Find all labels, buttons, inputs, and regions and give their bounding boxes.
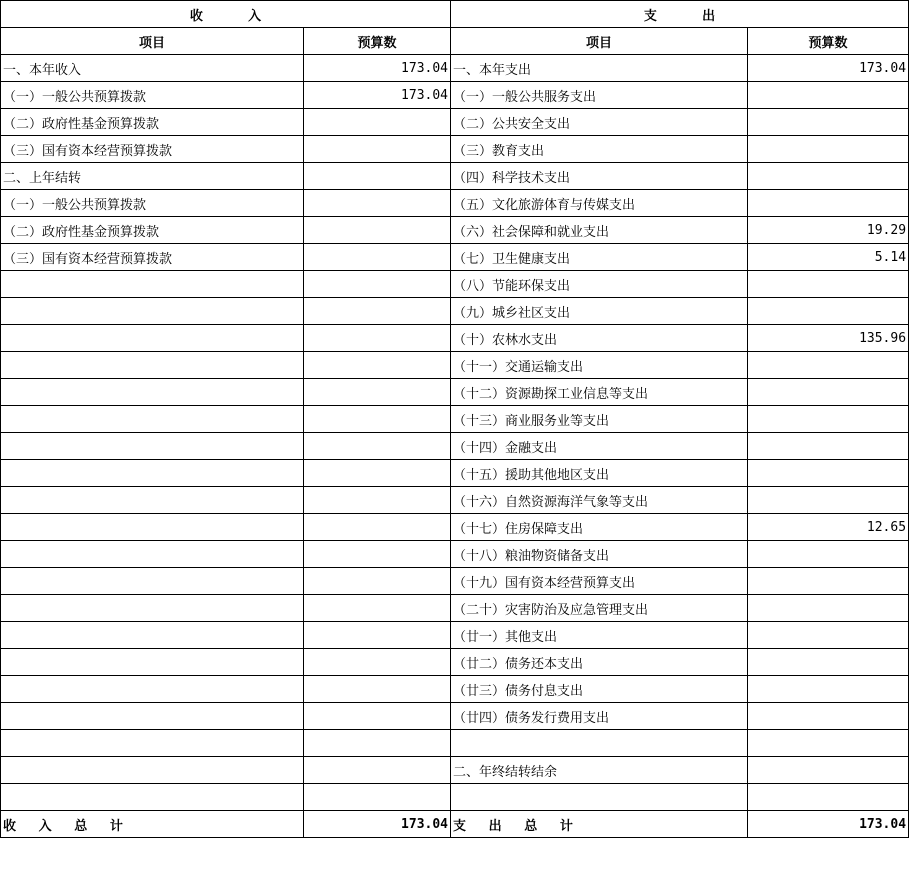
income-value-cell (304, 649, 451, 676)
table-row (1, 595, 909, 622)
table-row (1, 55, 909, 82)
expense-value-cell (748, 298, 909, 325)
expense-value-cell (748, 460, 909, 487)
income-item-cell (1, 595, 304, 622)
expense-item-cell: （四）科学技术支出 (451, 163, 748, 190)
income-value-cell (304, 487, 451, 514)
table-row (1, 649, 909, 676)
income-item-cell (1, 730, 304, 757)
expense-value-cell (748, 568, 909, 595)
expense-item-cell: （十二）资源勘探工业信息等支出 (451, 379, 748, 406)
income-item-cell (1, 271, 304, 298)
income-item-cell (1, 433, 304, 460)
expense-value-cell (748, 487, 909, 514)
table-row (1, 730, 909, 757)
income-item-cell (1, 784, 304, 811)
table-row (1, 109, 909, 136)
expense-value-cell (748, 757, 909, 784)
table-row (1, 460, 909, 487)
income-item-cell (1, 676, 304, 703)
expense-value-cell (748, 352, 909, 379)
expense-value-cell (748, 406, 909, 433)
expense-item-cell: （十六）自然资源海洋气象等支出 (451, 487, 748, 514)
expense-item-cell (451, 784, 748, 811)
table-row (1, 379, 909, 406)
expense-value-cell (748, 109, 909, 136)
expense-value-cell (748, 163, 909, 190)
income-item-cell: （一）一般公共预算拨款 (1, 82, 304, 109)
income-item-cell (1, 757, 304, 784)
expense-value-cell (748, 271, 909, 298)
income-value-cell (304, 622, 451, 649)
expense-value-cell (748, 649, 909, 676)
expense-item-cell: （十一）交通运输支出 (451, 352, 748, 379)
income-item-cell (1, 703, 304, 730)
table-row (1, 541, 909, 568)
table-row (1, 298, 909, 325)
income-value-cell (304, 541, 451, 568)
income-item-cell: （二）政府性基金预算拨款 (1, 217, 304, 244)
expense-value-cell (748, 676, 909, 703)
income-item-cell: 一、本年收入 (1, 55, 304, 82)
expense-item-cell: （十三）商业服务业等支出 (451, 406, 748, 433)
income-value-cell (304, 190, 451, 217)
income-item-cell (1, 622, 304, 649)
expense-item-cell: 一、本年支出 (451, 55, 748, 82)
income-value-cell (304, 460, 451, 487)
table-row (1, 217, 909, 244)
income-value-cell (304, 298, 451, 325)
income-value-cell (304, 730, 451, 757)
expense-item-cell: （十九）国有资本经营预算支出 (451, 568, 748, 595)
expense-value-cell: 173.04 (748, 55, 909, 82)
expense-total-label: 支 出 总 计 (451, 811, 748, 838)
expense-item-cell: （廿四）债务发行费用支出 (451, 703, 748, 730)
income-value-cell (304, 109, 451, 136)
income-item-cell (1, 298, 304, 325)
income-value-cell (304, 136, 451, 163)
expense-value-cell: 5.14 (748, 244, 909, 271)
income-value-cell (304, 217, 451, 244)
expense-item-cell: （一）一般公共服务支出 (451, 82, 748, 109)
expense-item-cell: （七）卫生健康支出 (451, 244, 748, 271)
income-item-cell (1, 649, 304, 676)
table-row (1, 568, 909, 595)
expense-item-cell (451, 730, 748, 757)
expense-item-cell: （廿二）债务还本支出 (451, 649, 748, 676)
table-row (1, 703, 909, 730)
table-row (1, 190, 909, 217)
expense-item-cell: （八）节能环保支出 (451, 271, 748, 298)
expense-item-cell: （五）文化旅游体育与传媒支出 (451, 190, 748, 217)
income-value-cell (304, 784, 451, 811)
expense-item-cell: （十四）金融支出 (451, 433, 748, 460)
table-row (1, 676, 909, 703)
income-value-cell (304, 271, 451, 298)
expense-value-cell (748, 190, 909, 217)
income-value-cell (304, 325, 451, 352)
table-row (1, 433, 909, 460)
table-row (1, 784, 909, 811)
expense-value-cell: 135.96 (748, 325, 909, 352)
expense-value-cell (748, 595, 909, 622)
expense-item-cell: （二）公共安全支出 (451, 109, 748, 136)
income-item-cell (1, 325, 304, 352)
expense-item-cell: （六）社会保障和就业支出 (451, 217, 748, 244)
table-row (1, 487, 909, 514)
income-value-cell: 173.04 (304, 55, 451, 82)
budget-table-body (1, 1, 909, 838)
income-value-cell (304, 433, 451, 460)
expense-value-cell (748, 433, 909, 460)
expense-value-cell: 19.29 (748, 217, 909, 244)
expense-item-cell: （九）城乡社区支出 (451, 298, 748, 325)
income-item-header: 项目 (1, 28, 304, 55)
table-row (1, 622, 909, 649)
income-item-cell (1, 352, 304, 379)
income-item-cell (1, 568, 304, 595)
table-row (1, 244, 909, 271)
expense-value-cell (748, 541, 909, 568)
income-item-cell (1, 460, 304, 487)
income-item-cell (1, 379, 304, 406)
section-header-row (1, 1, 909, 28)
totals-row (1, 811, 909, 838)
table-row (1, 406, 909, 433)
expense-item-cell: （二十）灾害防治及应急管理支出 (451, 595, 748, 622)
expense-value-cell (748, 379, 909, 406)
expense-item-cell: 二、年终结转结余 (451, 757, 748, 784)
expense-value-cell (748, 622, 909, 649)
income-item-cell: （三）国有资本经营预算拨款 (1, 244, 304, 271)
table-row (1, 352, 909, 379)
income-budget-header: 预算数 (304, 28, 451, 55)
income-total-label: 收 入 总 计 (1, 811, 304, 838)
table-row (1, 136, 909, 163)
expense-item-header: 项目 (451, 28, 748, 55)
income-item-cell: （一）一般公共预算拨款 (1, 190, 304, 217)
income-item-cell: 二、上年结转 (1, 163, 304, 190)
income-item-cell: （三）国有资本经营预算拨款 (1, 136, 304, 163)
income-item-cell (1, 406, 304, 433)
income-section-title: 收 入 (1, 1, 451, 28)
expense-section-title: 支 出 (451, 1, 909, 28)
income-item-cell (1, 487, 304, 514)
table-row (1, 325, 909, 352)
expense-item-cell: （廿一）其他支出 (451, 622, 748, 649)
income-total-value: 173.04 (304, 811, 451, 838)
expense-value-cell (748, 784, 909, 811)
expense-value-cell (748, 703, 909, 730)
expense-item-cell: （十）农林水支出 (451, 325, 748, 352)
income-value-cell (304, 406, 451, 433)
income-item-cell: （二）政府性基金预算拨款 (1, 109, 304, 136)
income-value-cell (304, 352, 451, 379)
column-header-row (1, 28, 909, 55)
income-value-cell (304, 379, 451, 406)
income-item-cell (1, 514, 304, 541)
income-value-cell (304, 244, 451, 271)
income-value-cell (304, 568, 451, 595)
income-value-cell (304, 595, 451, 622)
income-value-cell (304, 163, 451, 190)
expense-item-cell: （廿三）债务付息支出 (451, 676, 748, 703)
table-row (1, 514, 909, 541)
income-value-cell (304, 703, 451, 730)
table-row (1, 82, 909, 109)
income-value-cell (304, 514, 451, 541)
expense-total-value: 173.04 (748, 811, 909, 838)
expense-value-cell (748, 136, 909, 163)
income-item-cell (1, 541, 304, 568)
table-row (1, 757, 909, 784)
table-row (1, 163, 909, 190)
expense-value-cell (748, 730, 909, 757)
expense-budget-header: 预算数 (748, 28, 909, 55)
expense-item-cell: （十八）粮油物资储备支出 (451, 541, 748, 568)
expense-item-cell: （十七）住房保障支出 (451, 514, 748, 541)
income-value-cell (304, 757, 451, 784)
expense-item-cell: （十五）援助其他地区支出 (451, 460, 748, 487)
table-row (1, 271, 909, 298)
expense-item-cell: （三）教育支出 (451, 136, 748, 163)
income-value-cell: 173.04 (304, 82, 451, 109)
income-value-cell (304, 676, 451, 703)
expense-value-cell: 12.65 (748, 514, 909, 541)
expense-value-cell (748, 82, 909, 109)
